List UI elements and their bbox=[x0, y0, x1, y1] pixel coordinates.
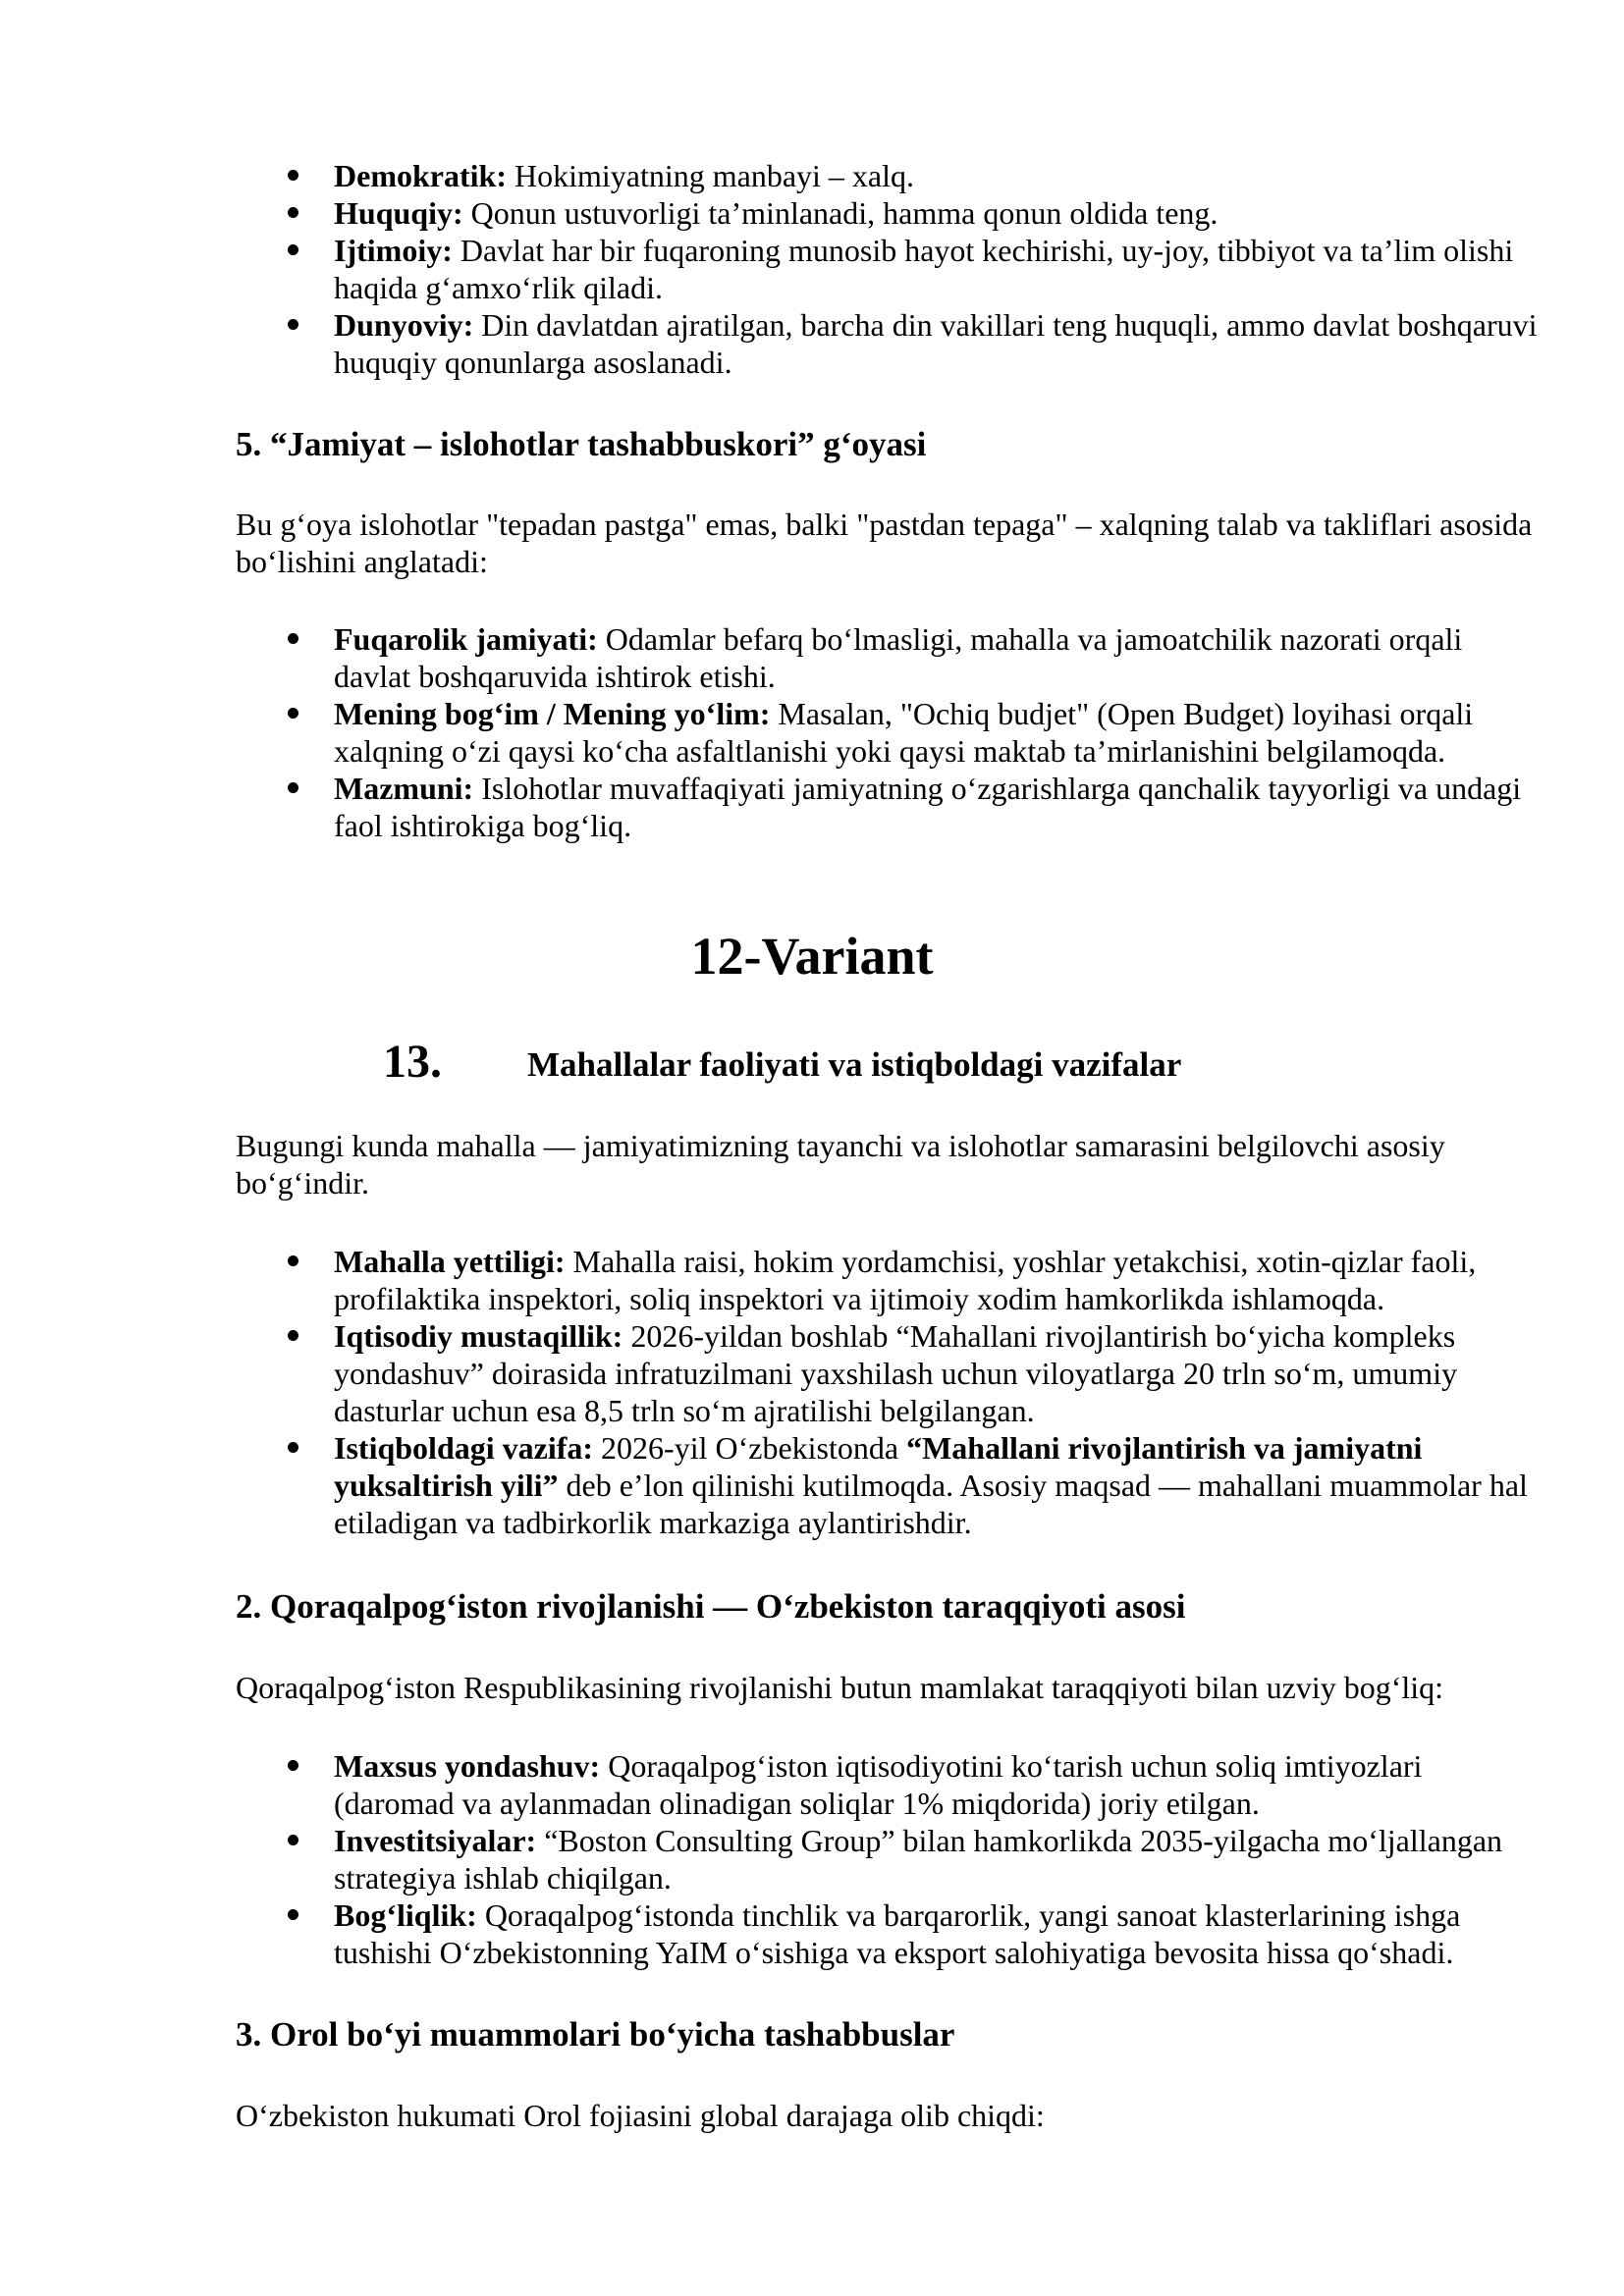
list-item: Demokratik: Hokimiyatning manbayi – xalq. bbox=[0, 157, 1542, 194]
section-number-13: 13. bbox=[383, 1036, 442, 1088]
list-item: Maxsus yondashuv: Qoraqalpog‘iston iqtisodiyotini ko‘tarish uchun soliq imtiyozlari (daromad va aylanmadan olinadigan soliqlar 1% miqdorida) joriy etilgan. bbox=[0, 1747, 1542, 1822]
list-item: Mening bog‘im / Mening yo‘lim: Masalan, "Ochiq budjet" (Open Budget) loyihasi orqali xalqning o‘zi qaysi ko‘cha asfaltlanishi yoki qaysi maktab ta’mirlanishini belgilamoqda. bbox=[0, 695, 1542, 770]
list-item: Istiqboldagi vazifa: 2026-yil O‘zbekistonda “Mahallani rivojlantirish va jamiyatni yuksaltirish yili” deb e’lon qilinishi kutilmoqda. Asosiy maqsad — mahallani muammolar hal etiladigan va tadbirkorlik markaziga aylantirishdir. bbox=[0, 1429, 1542, 1541]
bullet-icon bbox=[288, 782, 298, 793]
section-intro-13: Bugungi kunda mahalla — jamiyatimizning tayanchi va islohotlar samarasini belgilovchi asosiy bo‘g‘indir. bbox=[236, 1128, 1445, 1201]
bullet-icon bbox=[288, 1255, 298, 1266]
section-heading-5: 5. “Jamiyat – islohotlar tashabbuskori” g‘oyasi bbox=[236, 425, 927, 463]
bullet-list-state-principles bbox=[0, 157, 1624, 381]
bullet-icon bbox=[288, 207, 298, 218]
variant-title: 12-Variant bbox=[690, 927, 934, 986]
section-intro-2: Qoraqalpog‘iston Respublikasining rivojlanishi butun mamlakat taraqqiyoti bilan uzviy bog‘liq: bbox=[236, 1670, 1444, 1705]
bullet-icon bbox=[288, 319, 298, 330]
bullet-list-section-2 bbox=[0, 1747, 1624, 1971]
bullet-icon bbox=[288, 1835, 298, 1845]
bullet-list-section-5 bbox=[0, 620, 1624, 844]
list-item: Huquqiy: Qonun ustuvorligi ta’minlanadi, hamma qonun oldida teng. bbox=[0, 194, 1542, 232]
section-heading-3: 3. Orol bo‘yi muammolari bo‘yicha tashabbuslar bbox=[236, 2015, 955, 2054]
section-heading-2: 2. Qoraqalpog‘iston rivojlanishi — O‘zbekiston taraqqiyoti asosi bbox=[236, 1587, 1186, 1626]
list-item: Iqtisodiy mustaqillik: 2026-yildan boshlab “Mahallani rivojlantirish bo‘yicha kompleks yondashuv” doirasida infratuzilmani yaxshilash uchun viloyatlarga 20 trln so‘m, umumiy dasturlar uchun esa 8,5 trln so‘m ajratilishi belgilangan. bbox=[0, 1317, 1542, 1429]
bullet-icon bbox=[288, 170, 298, 181]
section-title-13: Mahallalar faoliyati va istiqboldagi vazifalar bbox=[527, 1045, 1182, 1084]
bullet-icon bbox=[288, 633, 298, 644]
list-item: Fuqarolik jamiyati: Odamlar befarq bo‘lmasligi, mahalla va jamoatchilik nazorati orqali davlat boshqaruvida ishtirok etishi. bbox=[0, 620, 1542, 695]
bullet-icon bbox=[288, 244, 298, 255]
bullet-icon bbox=[288, 1330, 298, 1341]
bullet-icon bbox=[288, 1760, 298, 1771]
list-item: Bog‘liqlik: Qoraqalpog‘istonda tinchlik va barqarorlik, yangi sanoat klasterlarining ishga tushishi O‘zbekistonning YaIM o‘sishiga va eksport salohiyatiga bevosita hissa qo‘shadi. bbox=[0, 1896, 1542, 1971]
list-item: Mahalla yettiligi: Mahalla raisi, hokim yordamchisi, yoshlar yetakchisi, xotin-qizlar faoli, profilaktika inspektori, soliq inspektori va ijtimoiy xodim hamkorlikda ishlamoqda. bbox=[0, 1243, 1542, 1317]
list-item: Mazmuni: Islohotlar muvaffaqiyati jamiyatning o‘zgarishlarga qanchalik tayyorligi va undagi faol ishtirokiga bog‘liq. bbox=[0, 770, 1542, 844]
bullet-icon bbox=[288, 708, 298, 719]
bullet-list-section-13 bbox=[0, 1243, 1624, 1541]
list-item: Dunyoviy: Din davlatdan ajratilgan, barcha din vakillari teng huquqli, ammo davlat boshqaruvi huquqiy qonunlarga asoslanadi. bbox=[0, 306, 1542, 381]
list-item: Investitsiyalar: “Boston Consulting Group” bilan hamkorlikda 2035-yilgacha mo‘ljallangan strategiya ishlab chiqilgan. bbox=[0, 1822, 1542, 1896]
section-intro-3: O‘zbekiston hukumati Orol fojiasini global darajaga olib chiqdi: bbox=[236, 2098, 1045, 2133]
section-intro-5: Bu g‘oya islohotlar "tepadan pastga" emas, balki "pastdan tepaga" – xalqning talab va takliflari asosida bo‘lishini anglatadi: bbox=[236, 507, 1533, 579]
list-item: Ijtimoiy: Davlat har bir fuqaroning munosib hayot kechirishi, uy-joy, tibbiyot va ta’lim olishi haqida g‘amxo‘rlik qiladi. bbox=[0, 232, 1542, 306]
bullet-icon bbox=[288, 1909, 298, 1920]
bullet-icon bbox=[288, 1442, 298, 1453]
